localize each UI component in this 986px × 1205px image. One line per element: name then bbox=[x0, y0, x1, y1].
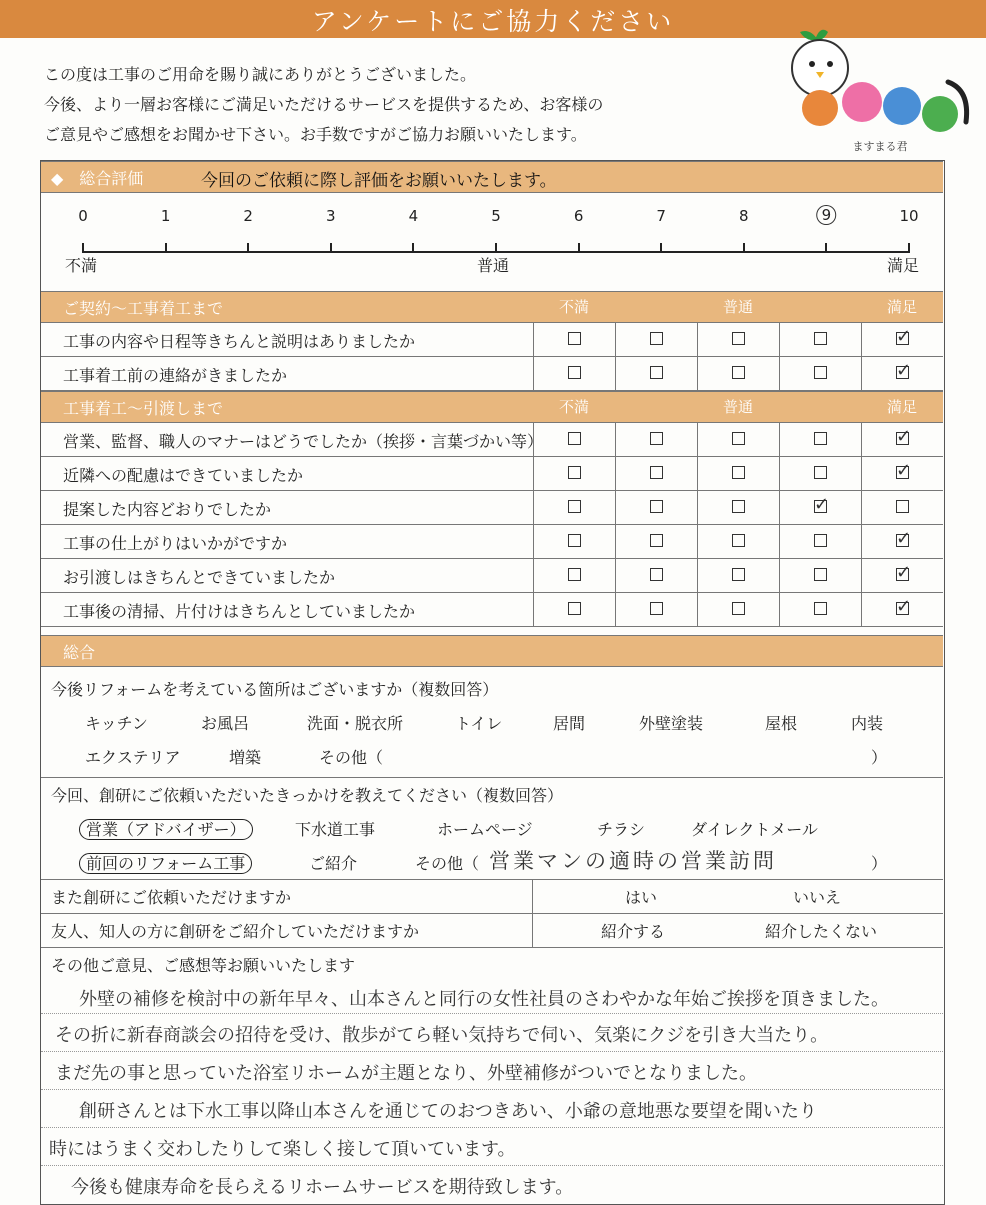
rating-cell-3 bbox=[697, 423, 779, 456]
reform-option-living[interactable]: 居間 bbox=[553, 714, 586, 733]
rating-checkbox-1[interactable] bbox=[568, 432, 581, 445]
rating-cell-1 bbox=[533, 357, 615, 390]
rating-checkbox-1[interactable] bbox=[568, 366, 581, 379]
rating-cell-2 bbox=[615, 491, 697, 524]
rating-cell-3 bbox=[697, 457, 779, 490]
rating-question: 工事の仕上がりはいかがですか bbox=[63, 534, 288, 553]
comment-line-4: 創研さんとは下水工事以降山本さんを通じてのおつきあい、小爺の意地悪な要望を聞いたり bbox=[79, 1101, 817, 1122]
rating-cell-3 bbox=[697, 525, 779, 558]
rating-checkbox-3[interactable] bbox=[732, 568, 745, 581]
comment-line-5: 時にはうまく交わしたりして楽しく接して頂いています。 bbox=[49, 1139, 516, 1160]
trigger-option-homepage[interactable]: ホームページ bbox=[437, 820, 533, 839]
rating-row bbox=[41, 323, 943, 357]
rating-checkbox-3[interactable] bbox=[732, 500, 745, 513]
rating-cell-2 bbox=[615, 559, 697, 592]
rating-checkbox-2[interactable] bbox=[650, 432, 663, 445]
rating-row bbox=[41, 593, 943, 627]
reform-option-exterior[interactable]: エクステリア bbox=[85, 748, 181, 767]
contract-col-mid: 普通 bbox=[722, 298, 754, 316]
checkmark-icon: ✓ bbox=[814, 494, 830, 515]
reform-option-interior[interactable]: 内装 bbox=[851, 714, 884, 733]
rating-cell-4 bbox=[779, 457, 861, 490]
rating-question: 近隣への配慮はできていましたか bbox=[63, 466, 304, 485]
trigger-other-close-paren: ） bbox=[871, 854, 888, 873]
rating-cell-5 bbox=[861, 323, 943, 356]
scale-tick bbox=[743, 243, 745, 253]
rating-checkbox-4[interactable] bbox=[814, 432, 827, 445]
rating-cell-1 bbox=[533, 457, 615, 490]
scale-number-3[interactable]: 3 bbox=[326, 207, 336, 225]
scale-number-9[interactable]: 9 bbox=[817, 205, 837, 225]
rating-cell-4 bbox=[779, 423, 861, 456]
checkmark-icon: ✓ bbox=[896, 360, 912, 381]
rating-checkbox-2[interactable] bbox=[650, 568, 663, 581]
ruled-line bbox=[41, 1051, 943, 1052]
rating-checkbox-1[interactable] bbox=[568, 534, 581, 547]
rating-checkbox-2[interactable] bbox=[650, 500, 663, 513]
scale-number-7[interactable]: 7 bbox=[656, 207, 666, 225]
rating-cell-3 bbox=[697, 593, 779, 626]
rating-cell-4 bbox=[779, 525, 861, 558]
scale-number-6[interactable]: 6 bbox=[573, 207, 584, 225]
rating-checkbox-5[interactable] bbox=[896, 500, 909, 513]
rating-checkbox-4[interactable] bbox=[814, 602, 827, 615]
comment-line-6: 今後も健康寿命を長らえるリホームサービスを期待致します。 bbox=[71, 1177, 574, 1198]
rating-checkbox-1[interactable] bbox=[568, 466, 581, 479]
rating-cell-2 bbox=[615, 357, 697, 390]
checkmark-icon: ✓ bbox=[896, 528, 912, 549]
intro-line-3: ご意見やご感想をお聞かせ下さい。お手数ですがご協力お願いいたします。 bbox=[44, 125, 587, 144]
mascot-name: ますまる君 bbox=[852, 140, 908, 153]
rating-cell-2 bbox=[615, 323, 697, 356]
comment-line-2: その折に新春商談会の招待を受け、散歩がてら軽い気持ちで伺い、気楽にクジを引き大当たり。 bbox=[55, 1025, 829, 1046]
rating-question: 工事後の清掃、片付けはきちんとしていましたか bbox=[63, 602, 416, 621]
checkmark-icon: ✓ bbox=[896, 426, 912, 447]
rating-row bbox=[41, 457, 943, 491]
rating-cell-2 bbox=[615, 525, 697, 558]
scale-number-8[interactable]: 8 bbox=[739, 207, 749, 225]
rating-cell-4 bbox=[779, 323, 861, 356]
rating-checkbox-2[interactable] bbox=[650, 332, 663, 345]
rating-cell-5 bbox=[861, 593, 943, 626]
mascot-logo bbox=[780, 10, 980, 155]
rating-cell-4 bbox=[779, 559, 861, 592]
rating-checkbox-1[interactable] bbox=[568, 500, 581, 513]
scale-mid-label: 普通 bbox=[477, 256, 510, 275]
rating-checkbox-3[interactable] bbox=[732, 466, 745, 479]
rating-checkbox-4[interactable] bbox=[814, 332, 827, 345]
rating-checkbox-3[interactable] bbox=[732, 366, 745, 379]
rating-checkbox-1[interactable] bbox=[568, 332, 581, 345]
rating-checkbox-4[interactable] bbox=[814, 568, 827, 581]
rating-checkbox-2[interactable] bbox=[650, 602, 663, 615]
survey-form bbox=[40, 160, 945, 1205]
rating-cell-5 bbox=[861, 423, 943, 456]
reform-option-bath[interactable]: お風呂 bbox=[201, 714, 250, 733]
divider bbox=[41, 777, 943, 778]
survey-title: アンケートにご協力ください bbox=[311, 7, 675, 36]
reform-option-toilet[interactable]: トイレ bbox=[455, 714, 503, 733]
contract-title: ご契約～工事着工まで bbox=[63, 299, 224, 318]
scale-number-2[interactable]: 2 bbox=[243, 207, 253, 225]
scale-tick bbox=[578, 243, 580, 253]
scale-tick bbox=[660, 243, 662, 253]
rating-checkbox-1[interactable] bbox=[568, 602, 581, 615]
comment-line-1: 外壁の補修を検討中の新年早々、山本さんと同行の女性社員のさわやかな年始ご挨拶を頂きました。 bbox=[79, 989, 889, 1010]
trigger-option-flyer[interactable]: チラシ bbox=[597, 820, 646, 839]
again-no-option[interactable]: いいえ bbox=[793, 888, 842, 907]
rating-cell-5 bbox=[861, 457, 943, 490]
construction-col-low: 不満 bbox=[558, 398, 590, 416]
rating-cell-1 bbox=[533, 491, 615, 524]
contract-bar bbox=[41, 291, 943, 323]
rating-cell-5 bbox=[861, 491, 943, 524]
scale-number-10[interactable]: 10 bbox=[899, 207, 919, 225]
rating-cell-3 bbox=[697, 323, 779, 356]
rating-cell-3 bbox=[697, 559, 779, 592]
rating-row bbox=[41, 525, 943, 559]
rating-cell-2 bbox=[615, 457, 697, 490]
again-yes-option[interactable]: はい bbox=[625, 888, 658, 907]
comment-line-3: まだ先の事と思っていた浴室リホームが主題となり、外壁補修がついでとなりました。 bbox=[55, 1063, 757, 1084]
rating-checkbox-3[interactable] bbox=[732, 432, 745, 445]
rating-checkbox-2[interactable] bbox=[650, 366, 663, 379]
rating-checkbox-3[interactable] bbox=[732, 534, 745, 547]
checkmark-icon: ✓ bbox=[896, 596, 912, 617]
reform-option-exterior-paint[interactable]: 外壁塗装 bbox=[639, 714, 704, 733]
reform-other-close-paren: ） bbox=[871, 748, 888, 767]
checkmark-icon: ✓ bbox=[896, 326, 912, 347]
divider bbox=[41, 913, 943, 914]
trigger-option-sewer[interactable]: 下水道工事 bbox=[295, 820, 376, 839]
rating-cell-1 bbox=[533, 559, 615, 592]
again-question: また創研にご依頼いただけますか bbox=[51, 888, 292, 907]
overall-title: 今回のご依頼に際し評価をお願いいたします。 bbox=[201, 171, 557, 191]
scale-number-1[interactable]: 1 bbox=[160, 207, 171, 225]
divider bbox=[41, 879, 943, 880]
summary-bar bbox=[41, 635, 943, 667]
intro-line-2: 今後、より一層お客様にご満足いただけるサービスを提供するため、お客様の bbox=[44, 95, 604, 114]
trigger-other-handwritten: 営業マンの適時の営業訪問 bbox=[489, 849, 777, 873]
trigger-option-previous-reform-label: 前回のリフォーム工事 bbox=[79, 853, 252, 874]
intro-line-1: この度は工事のご用命を賜り誠にありがとうございました。 bbox=[44, 65, 477, 84]
scale-tick bbox=[825, 243, 827, 253]
overall-label: ◆ 総合評価 bbox=[51, 169, 144, 188]
refer-yes-option[interactable]: 紹介する bbox=[601, 922, 666, 941]
rating-cell-1 bbox=[533, 525, 615, 558]
refer-no-option[interactable]: 紹介したくない bbox=[765, 922, 878, 941]
trigger-option-previous-reform[interactable] bbox=[79, 851, 252, 874]
scale-tick bbox=[908, 243, 910, 253]
scale-tick bbox=[495, 243, 497, 253]
rating-question: 工事の内容や日程等きちんと説明はありましたか bbox=[63, 332, 416, 351]
trigger-option-direct-mail[interactable]: ダイレクトメール bbox=[691, 820, 818, 839]
rating-checkbox-4[interactable] bbox=[814, 534, 827, 547]
contract-col-low: 不満 bbox=[558, 298, 590, 316]
reform-option-extension[interactable]: 増築 bbox=[229, 748, 262, 767]
rating-cell-4 bbox=[779, 357, 861, 390]
reform-option-washroom[interactable]: 洗面・脱衣所 bbox=[307, 714, 404, 733]
scale-number-4[interactable]: 4 bbox=[408, 207, 419, 225]
rating-cell-1 bbox=[533, 423, 615, 456]
rating-cell-1 bbox=[533, 323, 615, 356]
rating-cell-4 bbox=[779, 491, 861, 524]
trigger-option-sales-label: 営業（アドバイザー） bbox=[79, 819, 253, 840]
rating-row bbox=[41, 357, 943, 391]
rating-question: お引渡しはきちんとできていましたか bbox=[63, 568, 336, 587]
rating-cell-5 bbox=[861, 357, 943, 390]
rating-cell-2 bbox=[615, 593, 697, 626]
construction-bar bbox=[41, 391, 943, 423]
rating-cell-4 bbox=[779, 593, 861, 626]
rating-question: 営業、監督、職人のマナーはどうでしたか（挨拶・言葉づかい等） bbox=[63, 432, 544, 451]
rating-checkbox-3[interactable] bbox=[732, 332, 745, 345]
rating-checkbox-4[interactable] bbox=[814, 466, 827, 479]
rating-checkbox-2[interactable] bbox=[650, 534, 663, 547]
scale-tick bbox=[247, 243, 249, 253]
summary-title: 総合 bbox=[63, 643, 96, 662]
scale-tick bbox=[82, 243, 84, 253]
rating-cell-5 bbox=[861, 559, 943, 592]
trigger-option-other[interactable]: その他（ bbox=[415, 854, 480, 873]
scale-high-label: 満足 bbox=[887, 256, 920, 275]
score-scale bbox=[41, 161, 943, 291]
construction-col-mid: 普通 bbox=[722, 398, 754, 416]
scale-tick bbox=[412, 243, 414, 253]
contract-col-high: 満足 bbox=[886, 298, 918, 316]
rating-checkbox-2[interactable] bbox=[650, 466, 663, 479]
rating-checkbox-1[interactable] bbox=[568, 568, 581, 581]
checkmark-icon: ✓ bbox=[896, 562, 912, 583]
scale-tick bbox=[330, 243, 332, 253]
rating-checkbox-3[interactable] bbox=[732, 602, 745, 615]
intro-text bbox=[44, 60, 603, 150]
construction-title: 工事着工～引渡しまで bbox=[63, 399, 224, 418]
rating-question: 提案した内容どおりでしたか bbox=[63, 500, 272, 519]
rating-row bbox=[41, 559, 943, 593]
refer-question: 友人、知人の方に創研をご紹介していただけますか bbox=[51, 922, 420, 941]
scale-low-label: 不満 bbox=[65, 256, 98, 275]
divider bbox=[41, 947, 943, 948]
reform-option-other[interactable]: その他（ bbox=[319, 748, 384, 767]
scale-number-0[interactable]: 0 bbox=[78, 207, 88, 225]
comments-question: その他ご意見、ご感想等お願いいたします bbox=[51, 956, 356, 975]
scale-number-5[interactable]: 5 bbox=[491, 207, 501, 225]
construction-col-high: 満足 bbox=[886, 398, 918, 416]
rating-cell-1 bbox=[533, 593, 615, 626]
rating-row bbox=[41, 491, 943, 525]
checkmark-icon: ✓ bbox=[896, 460, 912, 481]
trigger-option-referral[interactable]: ご紹介 bbox=[309, 854, 358, 873]
rating-cell-5 bbox=[861, 525, 943, 558]
rating-question: 工事着工前の連絡がきましたか bbox=[63, 366, 288, 385]
rating-cell-3 bbox=[697, 357, 779, 390]
reform-option-roof[interactable]: 屋根 bbox=[765, 714, 798, 733]
trigger-option-sales[interactable] bbox=[79, 817, 253, 840]
trigger-question: 今回、創研にご依頼いただいたきっかけを教えてください（複数回答） bbox=[51, 786, 564, 805]
ruled-line bbox=[41, 1165, 943, 1166]
caterpillar-mascot-icon bbox=[780, 10, 980, 155]
rating-cell-2 bbox=[615, 423, 697, 456]
rating-row bbox=[41, 423, 943, 457]
ruled-line bbox=[41, 1127, 943, 1128]
ruled-line bbox=[41, 1089, 943, 1090]
reform-question: 今後リフォームを考えている箇所はございますか（複数回答） bbox=[51, 680, 499, 699]
scale-tick bbox=[165, 243, 167, 253]
rating-checkbox-4[interactable] bbox=[814, 366, 827, 379]
ruled-line bbox=[41, 1013, 943, 1014]
rating-cell-3 bbox=[697, 491, 779, 524]
reform-option-kitchen[interactable]: キッチン bbox=[85, 714, 148, 733]
